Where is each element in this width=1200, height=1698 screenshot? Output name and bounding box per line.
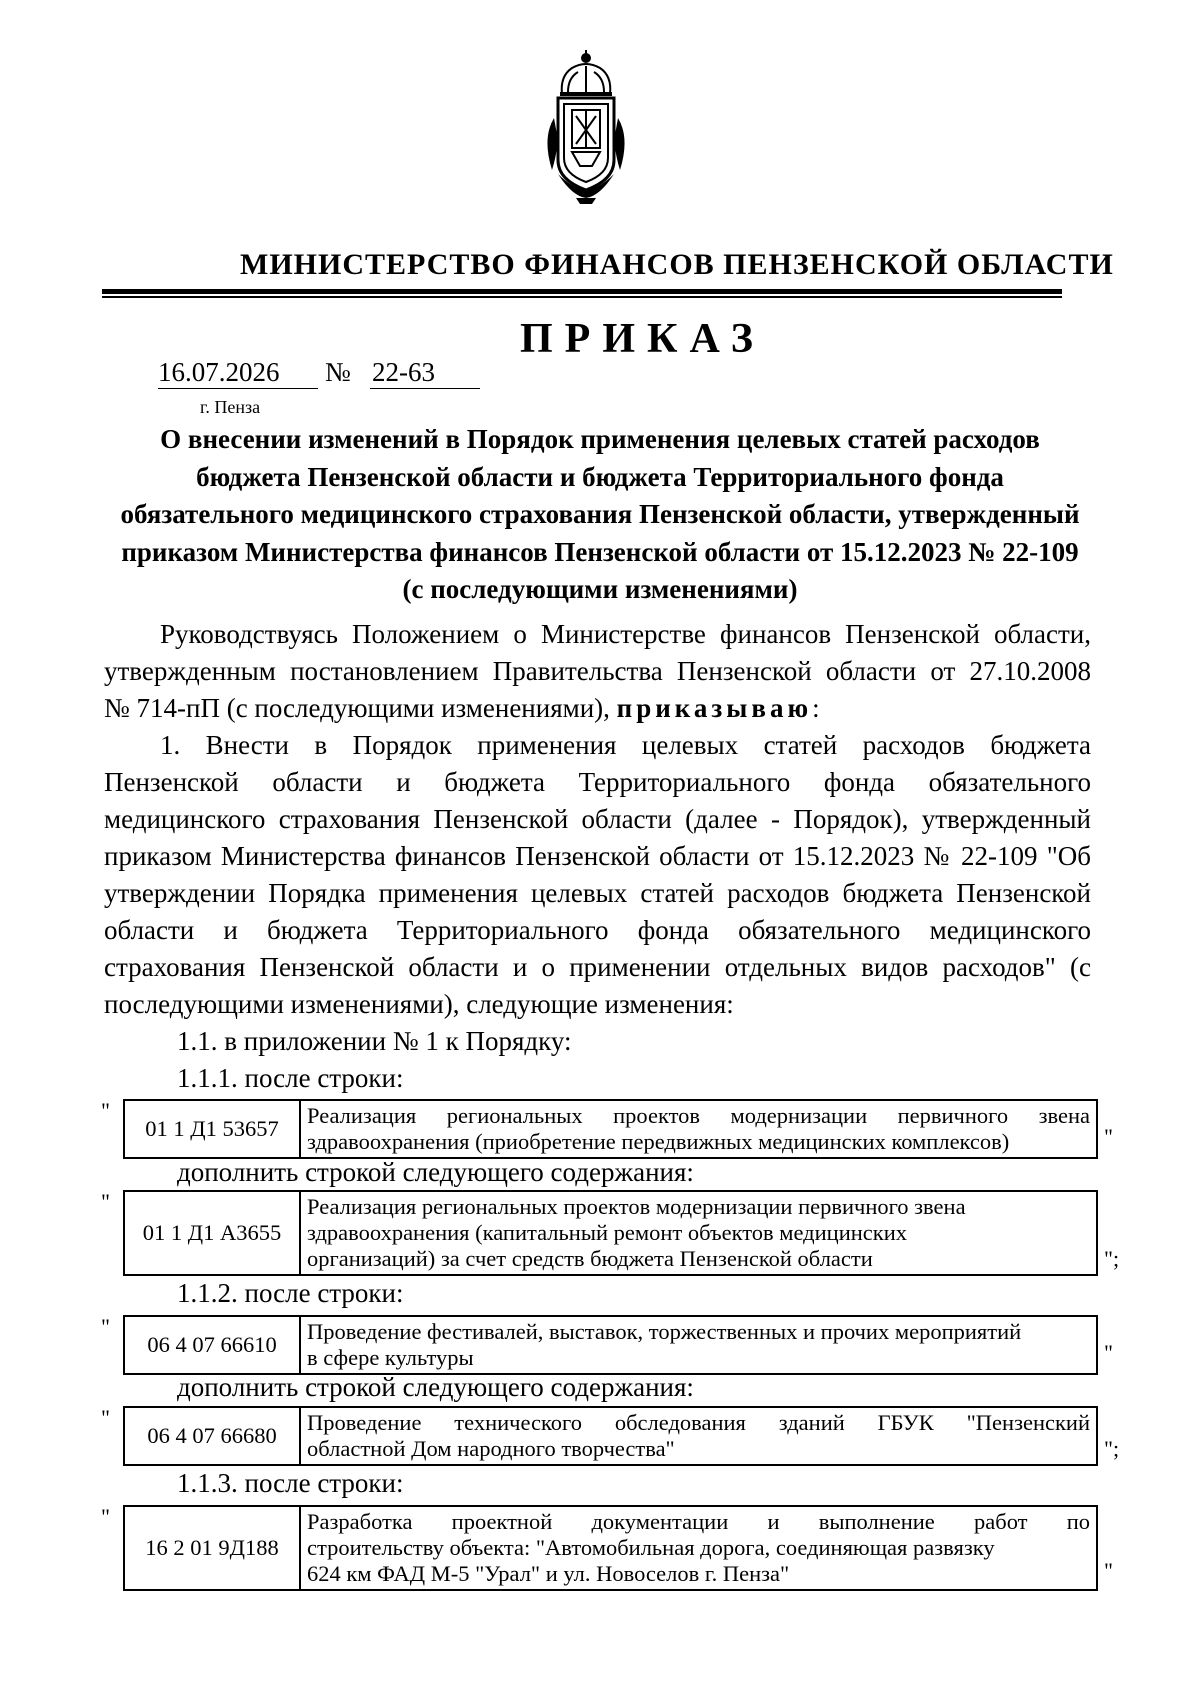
city-label: г. Пенза xyxy=(200,397,261,417)
item-1-1-1: 1.1.1. после строки: xyxy=(177,1063,404,1093)
clause-line: последующими изменениями), следующие изменения: xyxy=(104,989,734,1019)
item-1-1-2: 1.1.2. после строки: xyxy=(177,1278,404,1308)
close-quote-semicolon: "; xyxy=(1104,1246,1120,1271)
item-1-1-3: 1.1.3. после строки: xyxy=(177,1468,404,1498)
description-line: здравоохранения (приобретение передвижных медицинских комплексов) xyxy=(307,1129,1010,1154)
description-line: организаций) за счет средств бюджета Пензенской области xyxy=(307,1246,873,1271)
description-line: Реализация региональных проектов модернизации первичного звена xyxy=(307,1103,1090,1128)
open-quote: " xyxy=(101,1314,110,1339)
code-table xyxy=(123,1315,1098,1375)
add-row-label: дополнить строкой следующего содержания: xyxy=(177,1157,694,1187)
close-quote: " xyxy=(1104,1340,1113,1365)
open-quote: " xyxy=(101,1405,110,1430)
heading-line: О внесении изменений в Порядок применения целевых статей расходов xyxy=(160,424,1040,454)
header-rule-thin xyxy=(102,296,1062,298)
order-title: ПРИКАЗ xyxy=(520,316,765,362)
colon: : xyxy=(812,693,820,723)
code-table xyxy=(123,1099,1098,1159)
add-row-label: дополнить строкой следующего содержания: xyxy=(177,1372,694,1402)
code-table xyxy=(123,1505,1098,1591)
clause-line: 1. Внести в Порядок применения целевых статей расходов бюджета xyxy=(160,730,1091,760)
order-date: 16.07.2026 xyxy=(158,356,318,389)
heading-line: бюджета Пензенской области и бюджета Территориального фонда xyxy=(196,461,1004,492)
order-number: 22-63 xyxy=(370,356,480,389)
close-quote: " xyxy=(1104,1558,1113,1583)
description-line: Реализация региональных проектов модернизации первичного звена xyxy=(307,1194,966,1219)
open-quote: " xyxy=(101,1098,110,1123)
description-cell xyxy=(300,1191,1097,1275)
code-cell: 06 4 07 66680 xyxy=(124,1407,300,1465)
description-line: Проведение технического обследования зданий ГБУК "Пензенский xyxy=(307,1410,1090,1435)
description-line: Проведение фестивалей, выставок, торжественных и прочих мероприятий xyxy=(307,1319,1022,1344)
open-quote: " xyxy=(101,1504,110,1529)
close-quote-semicolon: "; xyxy=(1104,1436,1120,1461)
preamble-line-3 xyxy=(104,690,1091,726)
description-line: строительству объекта: "Автомобильная дорога, соединяющая развязку xyxy=(307,1535,995,1560)
clause-line: приказом Министерства финансов Пензенской области от 15.12.2023 № 22-109 "Об xyxy=(104,841,1091,871)
heading-line: обязательного медицинского страхования Пензенской области, утвержденный xyxy=(120,499,1080,529)
code-table xyxy=(123,1406,1098,1466)
order-heading xyxy=(100,421,1100,609)
heading-line: (с последующими изменениями) xyxy=(402,574,798,604)
clause-line: Пензенской области и бюджета Территориального фонда обязательного xyxy=(104,767,1091,797)
preamble-line: Руководствуясь Положением о Министерстве финансов Пензенской области, xyxy=(160,619,1091,649)
clause-line: утверждении Порядка применения целевых статей расходов бюджета Пензенской xyxy=(104,878,1091,908)
description-cell xyxy=(300,1100,1097,1158)
preamble-text: № 714-пП (с последующими изменениями), xyxy=(104,693,617,723)
open-quote: " xyxy=(101,1189,110,1214)
clause-line: медицинского страхования Пензенской области (далее - Порядок), утвержденный xyxy=(104,804,1091,834)
ministry-name: МИНИСТЕРСТВО ФИНАНСОВ ПЕНЗЕНСКОЙ ОБЛАСТИ xyxy=(240,248,1114,281)
description-cell xyxy=(300,1407,1097,1465)
heading-line: приказом Министерства финансов Пензенской области от 15.12.2023 № 22-109 xyxy=(121,536,1079,567)
description-cell xyxy=(300,1316,1097,1374)
close-quote: " xyxy=(1104,1124,1113,1149)
preamble-line: утвержденным постановлением Правительства Пензенской области от 27.10.2008 xyxy=(104,656,1091,686)
item-1-1: 1.1. в приложении № 1 к Порядку: xyxy=(177,1026,572,1056)
description-line: здравоохранения (капитальный ремонт объектов медицинских xyxy=(307,1220,908,1245)
code-cell: 01 1 Д1 А3655 xyxy=(124,1191,300,1275)
code-cell: 06 4 07 66610 xyxy=(124,1316,300,1374)
coat-of-arms-emblem xyxy=(532,48,640,206)
description-line: в сфере культуры xyxy=(307,1345,474,1370)
number-sign: № xyxy=(325,357,351,387)
code-cell: 01 1 Д1 53657 xyxy=(124,1100,300,1158)
clause-line: области и бюджета Территориального фонда обязательного медицинского xyxy=(104,915,1091,945)
description-line: 624 км ФАД М-5 "Урал" и ул. Новоселов г. Пенза" xyxy=(307,1561,790,1586)
header-rule-thick xyxy=(102,289,1062,294)
description-cell xyxy=(300,1506,1097,1590)
code-table xyxy=(123,1190,1098,1276)
clause-line: страхования Пензенской области и о применении отдельных видов расходов" (с xyxy=(104,952,1091,982)
description-line: Разработка проектной документации и выполнение работ по xyxy=(307,1509,1090,1534)
description-line: областной Дом народного творчества" xyxy=(307,1436,675,1461)
order-verb: приказываю xyxy=(616,693,813,723)
code-cell: 16 2 01 9Д188 xyxy=(124,1506,300,1590)
